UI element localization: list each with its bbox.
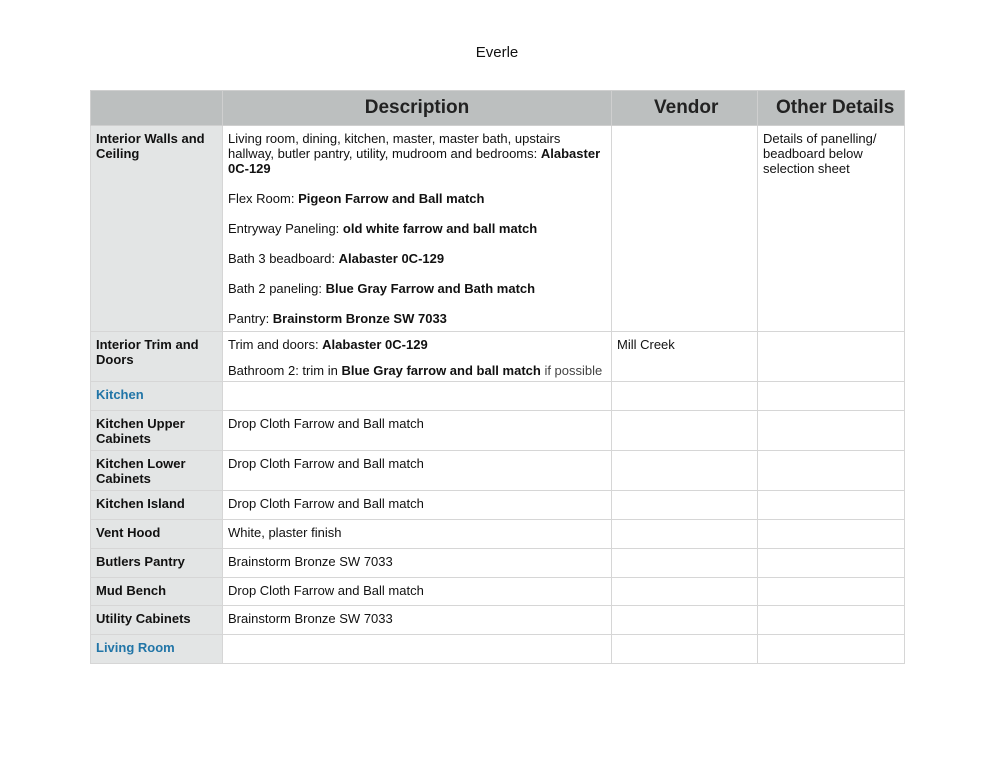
description-cell: Drop Cloth Farrow and Ball match xyxy=(223,491,612,520)
description-cell xyxy=(223,382,612,411)
header-vendor: Vendor xyxy=(612,91,758,126)
section-label: Living Room xyxy=(91,635,223,664)
description-cell: Brainstorm Bronze SW 7033 xyxy=(223,549,612,578)
other-details-cell xyxy=(758,606,905,635)
description-cell: Brainstorm Bronze SW 7033 xyxy=(223,606,612,635)
description-text: Trim and doors: xyxy=(228,337,323,352)
section-label: Kitchen xyxy=(91,382,223,411)
vendor-cell xyxy=(612,549,758,578)
row-label: Butlers Pantry xyxy=(91,549,223,578)
row-label: Interior Trim and Doors xyxy=(91,332,223,382)
description-line xyxy=(228,251,606,266)
description-value: Blue Gray Farrow and Bath match xyxy=(325,281,536,296)
description-cell: White, plaster finish xyxy=(223,520,612,549)
other-details-cell xyxy=(758,411,905,451)
vendor-cell xyxy=(612,520,758,549)
table-row xyxy=(91,578,905,606)
document-title: Everle xyxy=(475,44,519,61)
description-cell xyxy=(223,126,612,332)
row-label: Utility Cabinets xyxy=(91,606,223,635)
description-text: Living room, dining, kitchen, master, master bath, upstairs hallway, butler pantry, utility, mudroom and bedrooms: xyxy=(228,131,561,161)
row-label: Kitchen Upper Cabinets xyxy=(91,411,223,451)
selection-table xyxy=(90,90,905,664)
row-label: Interior Walls and Ceiling xyxy=(91,126,223,332)
other-details-cell xyxy=(758,520,905,549)
vendor-cell xyxy=(612,411,758,451)
description-value: Pigeon Farrow and Ball match xyxy=(298,191,485,206)
other-details-cell xyxy=(758,382,905,411)
vendor-cell xyxy=(612,126,758,332)
header-other-details: Other Details xyxy=(758,91,905,126)
other-details-cell xyxy=(758,578,905,606)
vendor-cell: Mill Creek xyxy=(612,332,758,382)
table-row xyxy=(91,635,905,664)
description-line xyxy=(228,311,606,326)
other-details-cell: Details of panelling/ beadboard below selection sheet xyxy=(758,126,905,332)
description-text: Entryway Paneling: xyxy=(228,221,343,236)
description-line xyxy=(228,363,606,378)
description-value: Blue Gray farrow and ball match xyxy=(341,363,541,378)
row-label: Kitchen Island xyxy=(91,491,223,520)
description-value: Alabaster 0C-129 xyxy=(338,251,445,266)
table-row xyxy=(91,451,905,491)
vendor-cell xyxy=(612,635,758,664)
description-value: Alabaster 0C-129 xyxy=(228,146,601,176)
description-cell: Drop Cloth Farrow and Ball match xyxy=(223,578,612,606)
table-row xyxy=(91,126,905,332)
description-line xyxy=(228,191,606,206)
description-line xyxy=(228,131,606,176)
row-label: Vent Hood xyxy=(91,520,223,549)
vendor-cell xyxy=(612,606,758,635)
description-cell xyxy=(223,635,612,664)
description-cell: Drop Cloth Farrow and Ball match xyxy=(223,451,612,491)
table-row xyxy=(91,332,905,382)
description-note: if possible xyxy=(540,363,603,378)
vendor-cell xyxy=(612,451,758,491)
description-value: Brainstorm Bronze SW 7033 xyxy=(272,311,447,326)
header-description: Description xyxy=(223,91,612,126)
vendor-cell xyxy=(612,382,758,411)
row-label: Kitchen Lower Cabinets xyxy=(91,451,223,491)
other-details-cell xyxy=(758,491,905,520)
other-details-cell xyxy=(758,549,905,578)
description-line xyxy=(228,337,606,352)
other-details-cell xyxy=(758,635,905,664)
table-row xyxy=(91,606,905,635)
table-row xyxy=(91,520,905,549)
other-details-cell xyxy=(758,332,905,382)
other-details-cell xyxy=(758,451,905,491)
table-row xyxy=(91,382,905,411)
table-row xyxy=(91,549,905,578)
header-row xyxy=(91,91,905,126)
header-label xyxy=(91,91,223,126)
vendor-cell xyxy=(612,578,758,606)
table-row xyxy=(91,411,905,451)
description-text: Flex Room: xyxy=(228,191,299,206)
description-value: old white farrow and ball match xyxy=(342,221,538,236)
row-label: Mud Bench xyxy=(91,578,223,606)
description-line xyxy=(228,281,606,296)
description-cell: Drop Cloth Farrow and Ball match xyxy=(223,411,612,451)
description-text: Pantry: xyxy=(228,311,273,326)
description-line xyxy=(228,221,606,236)
description-cell xyxy=(223,332,612,382)
description-text: Bath 2 paneling: xyxy=(228,281,326,296)
table-row xyxy=(91,491,905,520)
vendor-cell xyxy=(612,491,758,520)
description-text: Bath 3 beadboard: xyxy=(228,251,339,266)
description-value: Alabaster 0C-129 xyxy=(322,337,428,352)
description-text: Bathroom 2: trim in xyxy=(228,363,342,378)
